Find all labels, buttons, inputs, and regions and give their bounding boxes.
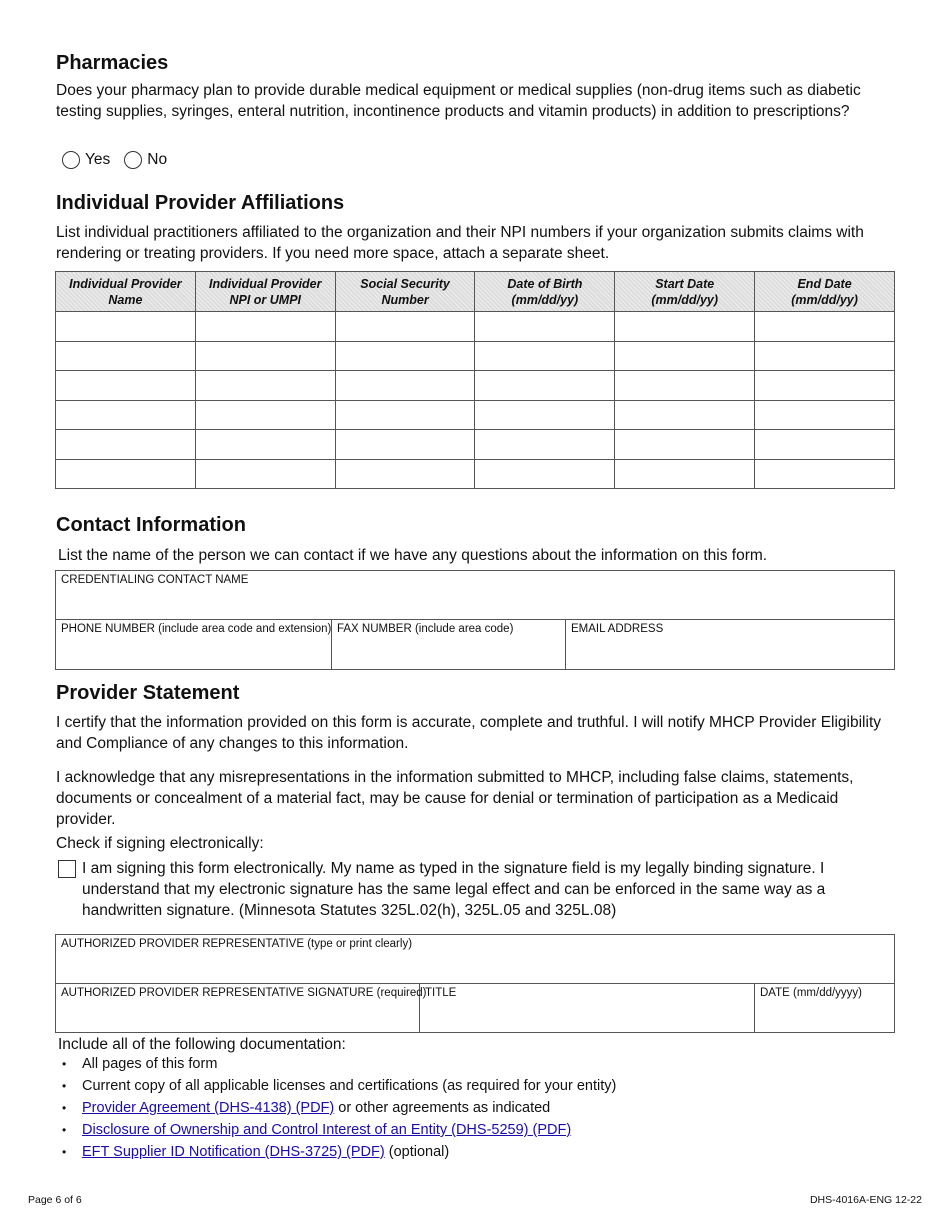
- credentialing-contact-name-field[interactable]: [56, 571, 894, 619]
- table-cell[interactable]: [335, 430, 475, 460]
- table-cell[interactable]: [56, 400, 196, 430]
- list-item: [62, 1141, 616, 1163]
- table-cell[interactable]: [475, 430, 615, 460]
- documentation-intro: Include all of the following documentation:: [58, 1036, 346, 1053]
- contact-heading: Contact Information: [56, 514, 246, 536]
- radio-yes-circle[interactable]: [62, 151, 80, 169]
- list-item: [62, 1097, 616, 1119]
- table-cell[interactable]: [615, 430, 755, 460]
- table-cell[interactable]: [195, 312, 335, 342]
- bullet-icon: •: [62, 1145, 67, 1159]
- title-label: TITLE: [425, 987, 457, 999]
- bullet-icon: •: [62, 1057, 67, 1071]
- table-cell[interactable]: [56, 459, 196, 489]
- representative-signature-field[interactable]: [56, 984, 427, 1032]
- bullet-icon: •: [62, 1123, 67, 1137]
- table-cell[interactable]: [475, 400, 615, 430]
- table-cell[interactable]: [755, 400, 895, 430]
- table-cell[interactable]: [56, 341, 196, 371]
- table-cell[interactable]: [195, 430, 335, 460]
- table-cell[interactable]: [56, 430, 196, 460]
- table-cell[interactable]: [755, 371, 895, 401]
- pharmacies-heading: Pharmacies: [56, 52, 169, 74]
- eft-supplier-note: (optional): [384, 1144, 450, 1160]
- table-row: [56, 430, 895, 460]
- provider-table-body: [56, 312, 895, 489]
- statement-certify-text: I certify that the information provided on this form is accurate, complete and truthful. I will notify MHCP Provider Eligibility and Compliance of any changes to this information.: [56, 714, 882, 752]
- table-cell[interactable]: [335, 400, 475, 430]
- col-header-npi: Individual Provider NPI or UMPI: [195, 272, 335, 312]
- statement-heading: Provider Statement: [56, 682, 240, 704]
- documentation-list: [62, 1053, 616, 1163]
- table-cell[interactable]: [195, 400, 335, 430]
- col-header-end-date: End Date (mm/dd/yy): [755, 272, 895, 312]
- signature-fields-box: [55, 934, 895, 1033]
- col-header-provider-name: Individual Provider Name: [56, 272, 196, 312]
- contact-fields-box: [55, 570, 895, 670]
- table-cell[interactable]: [475, 371, 615, 401]
- table-row: [56, 341, 895, 371]
- credentialing-contact-name-label: CREDENTIALING CONTACT NAME: [61, 574, 249, 586]
- table-cell[interactable]: [755, 341, 895, 371]
- radio-no[interactable]: [124, 151, 167, 169]
- signature-date-label: DATE (mm/dd/yyyy): [760, 987, 863, 999]
- fax-number-label: FAX NUMBER (include area code): [337, 623, 514, 635]
- eft-supplier-link[interactable]: EFT Supplier ID Notification (DHS-3725) (PDF): [82, 1144, 385, 1160]
- page-number: Page 6 of 6: [28, 1194, 82, 1206]
- statement-acknowledge-text: I acknowledge that any misrepresentations in the information submitted to MHCP, including false claims, statements, documents or concealment of a material fact, may be cause for denial or termination of participation as a Medicaid provider.: [56, 769, 854, 828]
- table-row: [56, 371, 895, 401]
- affiliations-heading: Individual Provider Affiliations: [56, 192, 345, 214]
- table-cell[interactable]: [56, 371, 196, 401]
- provider-agreement-link[interactable]: Provider Agreement (DHS-4138) (PDF): [82, 1100, 335, 1116]
- table-row: [56, 400, 895, 430]
- phone-number-label: PHONE NUMBER (include area code and extension): [61, 623, 332, 635]
- provider-agreement-note: or other agreements as indicated: [334, 1100, 551, 1116]
- table-cell[interactable]: [475, 459, 615, 489]
- title-field[interactable]: [420, 984, 755, 1032]
- radio-yes-label: Yes: [85, 151, 111, 168]
- dme-radio-group: [62, 149, 181, 171]
- table-cell[interactable]: [755, 430, 895, 460]
- check-prompt: Check if signing electronically:: [56, 835, 264, 852]
- table-cell[interactable]: [755, 312, 895, 342]
- bullet-icon: •: [62, 1101, 67, 1115]
- form-id: DHS-4016A-ENG 12-22: [809, 1194, 922, 1206]
- radio-no-circle[interactable]: [124, 151, 142, 169]
- doc-item-form-pages: All pages of this form: [82, 1056, 218, 1072]
- e-sign-checkbox-text: I am signing this form electronically. My name as typed in the signature field is my legally binding signature. I understand that my electronic signature has the same legal effect and can be enforced in the same way as a handwritten signature. (Minnesota Statutes 325L.02(h), 325L.05 and 325L.08): [82, 860, 826, 919]
- col-header-start-date: Start Date (mm/dd/yy): [615, 272, 755, 312]
- col-header-dob: Date of Birth (mm/dd/yy): [475, 272, 615, 312]
- provider-affiliations-table: [55, 271, 895, 489]
- table-cell[interactable]: [56, 312, 196, 342]
- email-address-field[interactable]: [566, 620, 894, 669]
- table-cell[interactable]: [475, 341, 615, 371]
- table-cell[interactable]: [335, 341, 475, 371]
- table-cell[interactable]: [615, 312, 755, 342]
- radio-yes[interactable]: [62, 151, 110, 169]
- authorized-representative-label: AUTHORIZED PROVIDER REPRESENTATIVE (type or print clearly): [61, 938, 413, 950]
- table-cell[interactable]: [335, 371, 475, 401]
- list-item: [62, 1119, 616, 1141]
- fax-number-field[interactable]: [332, 620, 566, 669]
- table-cell[interactable]: [335, 312, 475, 342]
- table-cell[interactable]: [195, 459, 335, 489]
- table-row: [56, 312, 895, 342]
- table-cell[interactable]: [195, 341, 335, 371]
- contact-description: List the name of the person we can contact if we have any questions about the information on this form.: [58, 547, 768, 564]
- table-cell[interactable]: [615, 341, 755, 371]
- authorized-representative-field[interactable]: [56, 935, 894, 983]
- e-sign-checkbox[interactable]: [58, 860, 76, 878]
- col-header-ssn: Social Security Number: [335, 272, 475, 312]
- table-cell[interactable]: [615, 400, 755, 430]
- table-cell[interactable]: [475, 312, 615, 342]
- table-header-row: [56, 272, 895, 312]
- representative-signature-label: AUTHORIZED PROVIDER REPRESENTATIVE SIGNATURE (required): [61, 987, 427, 999]
- table-cell[interactable]: [615, 371, 755, 401]
- signature-date-field[interactable]: [755, 984, 894, 1032]
- table-cell[interactable]: [335, 459, 475, 489]
- table-cell[interactable]: [755, 459, 895, 489]
- radio-no-label: No: [147, 151, 168, 168]
- list-item: [62, 1075, 616, 1097]
- table-cell[interactable]: [195, 371, 335, 401]
- doc-item-licenses: Current copy of all applicable licenses and certifications (as required for your entity): [82, 1078, 617, 1094]
- table-cell[interactable]: [615, 459, 755, 489]
- email-address-label: EMAIL ADDRESS: [571, 623, 664, 635]
- table-row: [56, 459, 895, 489]
- list-item: [62, 1053, 616, 1075]
- ownership-disclosure-link[interactable]: Disclosure of Ownership and Control Interest of an Entity (DHS-5259) (PDF): [82, 1122, 572, 1138]
- affiliations-description: List individual practitioners affiliated to the organization and their NPI numbers if your organization submits claims with rendering or treating providers. If you need more space, attach a separate sheet.: [56, 224, 864, 262]
- bullet-icon: •: [62, 1079, 67, 1093]
- phone-number-field[interactable]: [56, 620, 332, 669]
- pharmacies-question: Does your pharmacy plan to provide durable medical equipment or medical supplies (non-drug items such as diabetic testing supplies, syringes, enteral nutrition, incontinence products and vitamin products) in addition to prescriptions?: [56, 82, 861, 120]
